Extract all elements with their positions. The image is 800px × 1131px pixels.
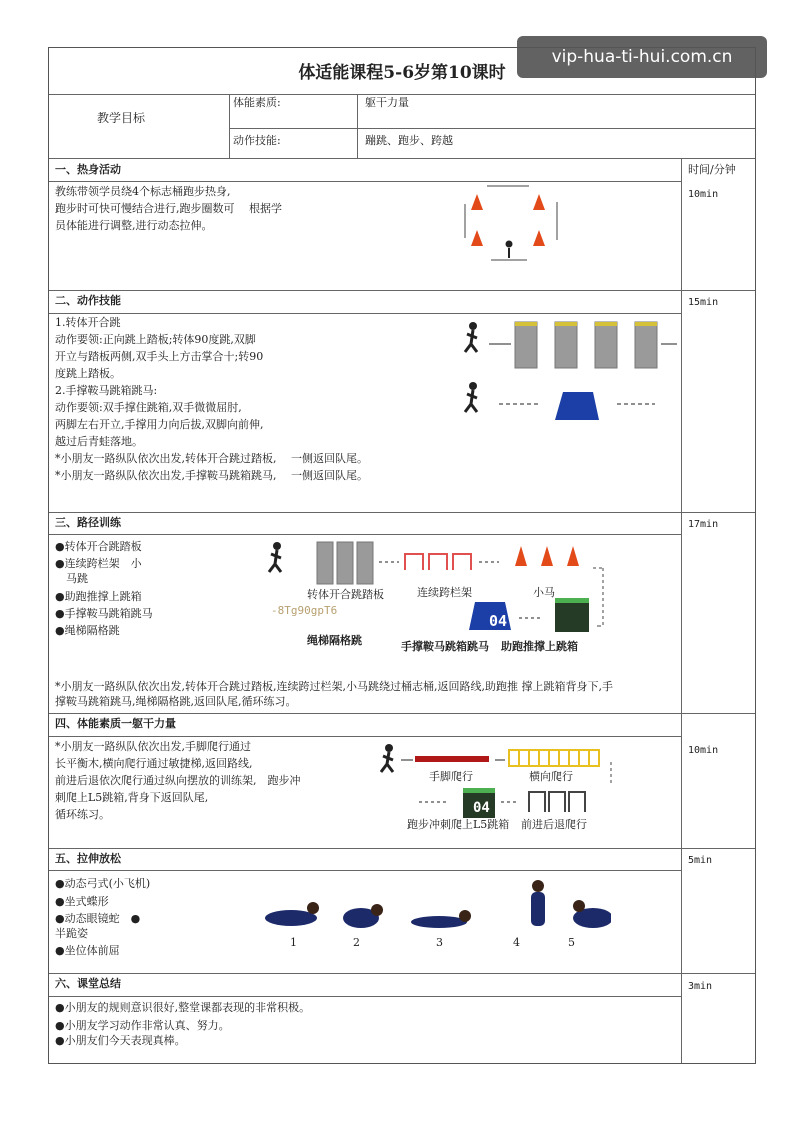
- section-title-core: 四、体能素质一躯干力量: [55, 717, 176, 730]
- text-line: *小朋友一路纵队依次出发,手撑鞍马跳箱跳马, 一侧返回队尾。: [55, 469, 368, 482]
- divider: [49, 512, 755, 513]
- text-line: 长平衡木,横向爬行通过敏捷梯,返回路线,: [55, 757, 253, 770]
- section-time: 15min: [688, 297, 719, 308]
- pose-number: 2: [353, 936, 360, 949]
- divider: [49, 736, 681, 737]
- divider: [49, 848, 755, 849]
- figure-label: 转体开合跳踏板: [307, 588, 384, 601]
- text-line: 开立与踏板两侧,双手头上方击掌合十;转90: [55, 350, 264, 363]
- divider: [229, 94, 230, 158]
- section-title-summary: 六、课堂总结: [55, 977, 121, 990]
- box-number: 04: [473, 800, 490, 816]
- divider: [49, 996, 681, 997]
- divider: [681, 158, 682, 1063]
- figure-label: 助跑推撑上跳箱: [501, 640, 578, 653]
- core-strength-diagram: [379, 742, 629, 822]
- text-line: 撑鞍马跳箱跳马,绳梯隔格跳,返回队尾,循环练习。: [55, 695, 297, 708]
- list-item: ●绳梯隔格跳: [55, 624, 120, 637]
- figure-label: 手脚爬行: [429, 770, 473, 783]
- goal-value: 躯干力量: [365, 96, 409, 109]
- pose-number: 5: [568, 936, 575, 949]
- section-title-skills: 二、动作技能: [55, 294, 121, 307]
- stretch-poses-illustration: [261, 878, 611, 940]
- list-item: ●助跑推撑上跳箱: [55, 590, 142, 603]
- list-item: ●转体开合跳踏板: [55, 540, 142, 553]
- text-line: *小朋友一路纵队依次出发,转体开合跳过踏板,连续跨过栏架,小马跳绕过桶志桶,返回路线,助跑推 撑上跳箱背身下,手: [55, 680, 613, 693]
- text-line: 越过后青蛙落地。: [55, 435, 143, 448]
- list-item: ●小朋友的规则意识很好,整堂课都表现的非常积极。: [55, 1001, 311, 1014]
- text-line: *小朋友一路纵队依次出发,转体开合跳过踏板, 一侧返回队尾。: [55, 452, 368, 465]
- section-time: 17min: [688, 519, 719, 530]
- list-item: ●动态弓式(小飞机): [55, 877, 151, 890]
- divider: [49, 290, 755, 291]
- lesson-plan-document: [48, 47, 756, 1064]
- text-line: 跑步时可快可慢结合进行,跑步圈数可 根据学: [55, 202, 282, 215]
- divider: [49, 534, 681, 535]
- divider: [229, 128, 755, 129]
- pose-number: 3: [436, 936, 443, 949]
- divider: [49, 313, 681, 314]
- goal-key: 体能素质:: [233, 96, 281, 109]
- text-line: 2.手撑鞍马跳箱跳马:: [55, 384, 158, 397]
- list-item: ●连续跨栏架 小: [55, 557, 142, 570]
- figure-label: 横向爬行: [529, 770, 573, 783]
- section-title-warmup: 一、热身活动: [55, 163, 121, 176]
- divider: [49, 973, 755, 974]
- pose-number: 4: [513, 936, 520, 949]
- section-time: 3min: [688, 981, 713, 992]
- page-title: 体适能课程5-6岁第10课时: [298, 63, 506, 83]
- goals-label: 教学目标: [97, 111, 146, 125]
- warmup-cone-diagram: [457, 182, 567, 268]
- text-line: 1.转体开合跳: [55, 316, 121, 329]
- list-item: ●动态眼镜蛇 ●: [55, 912, 141, 925]
- divider: [49, 181, 681, 182]
- list-item: ●小朋友学习动作非常认真、努力。: [55, 1019, 230, 1032]
- time-header: 时间/分钟: [688, 163, 736, 176]
- figure-label: 前进后退爬行: [521, 818, 587, 831]
- box-number: 04: [489, 612, 508, 630]
- text-line: 动作要领:正向跳上踏板;转体90度跳,双脚: [55, 333, 256, 346]
- figure-code: -8Tg90gpT6: [271, 604, 338, 617]
- text-line: 前进后退依次爬行通过纵向摆放的训练架, 跑步冲: [55, 774, 301, 787]
- list-item: 马跳: [55, 572, 88, 585]
- list-item: 半跪姿: [55, 927, 88, 940]
- skills-diagram: [459, 318, 679, 430]
- text-line: 刺爬上L5跳箱,背身下返回队尾,: [55, 791, 209, 804]
- figure-label: 连续跨栏架: [417, 586, 472, 599]
- goal-key: 动作技能:: [233, 134, 281, 147]
- figure-label: 跑步冲刺爬上L5跳箱: [407, 818, 510, 831]
- section-time: 10min: [688, 745, 719, 756]
- figure-label: 小马: [533, 586, 555, 599]
- text-line: 两脚左右开立,手撑用力向后拔,双脚向前伸,: [55, 418, 264, 431]
- list-item: ●坐位体前屈: [55, 944, 120, 957]
- watermark: vip-hua-ti-hui.com.cn: [517, 36, 767, 78]
- divider: [49, 158, 755, 159]
- text-line: 度跳上踏板。: [55, 367, 121, 380]
- text-line: 员体能进行调整,进行动态拉伸。: [55, 219, 213, 232]
- text-line: 教练带领学员绕4个标志桶跑步热身,: [55, 185, 231, 198]
- section-title-path: 三、路径训练: [55, 516, 121, 529]
- divider: [357, 94, 358, 158]
- list-item: ●小朋友们今天表现真棒。: [55, 1034, 186, 1047]
- figure-label: 绳梯隔格跳: [307, 634, 362, 647]
- text-line: *小朋友一路纵队依次出发,手脚爬行通过: [55, 740, 251, 753]
- section-title-stretch: 五、拉伸放松: [55, 852, 121, 865]
- section-time: 10min: [688, 189, 719, 200]
- list-item: ●手撑鞍马跳箱跳马: [55, 607, 153, 620]
- divider: [49, 870, 681, 871]
- text-line: 循环练习。: [55, 808, 110, 821]
- section-time: 5min: [688, 855, 713, 866]
- divider: [49, 713, 755, 714]
- goal-value: 蹦跳、跑步、跨越: [365, 134, 453, 147]
- text-line: 动作要领:双手撑住跳箱,双手微微屈肘,: [55, 401, 242, 414]
- list-item: ●坐式蝶形: [55, 895, 109, 908]
- pose-number: 1: [290, 936, 297, 949]
- figure-label: 手撑鞍马跳箱跳马: [401, 640, 489, 653]
